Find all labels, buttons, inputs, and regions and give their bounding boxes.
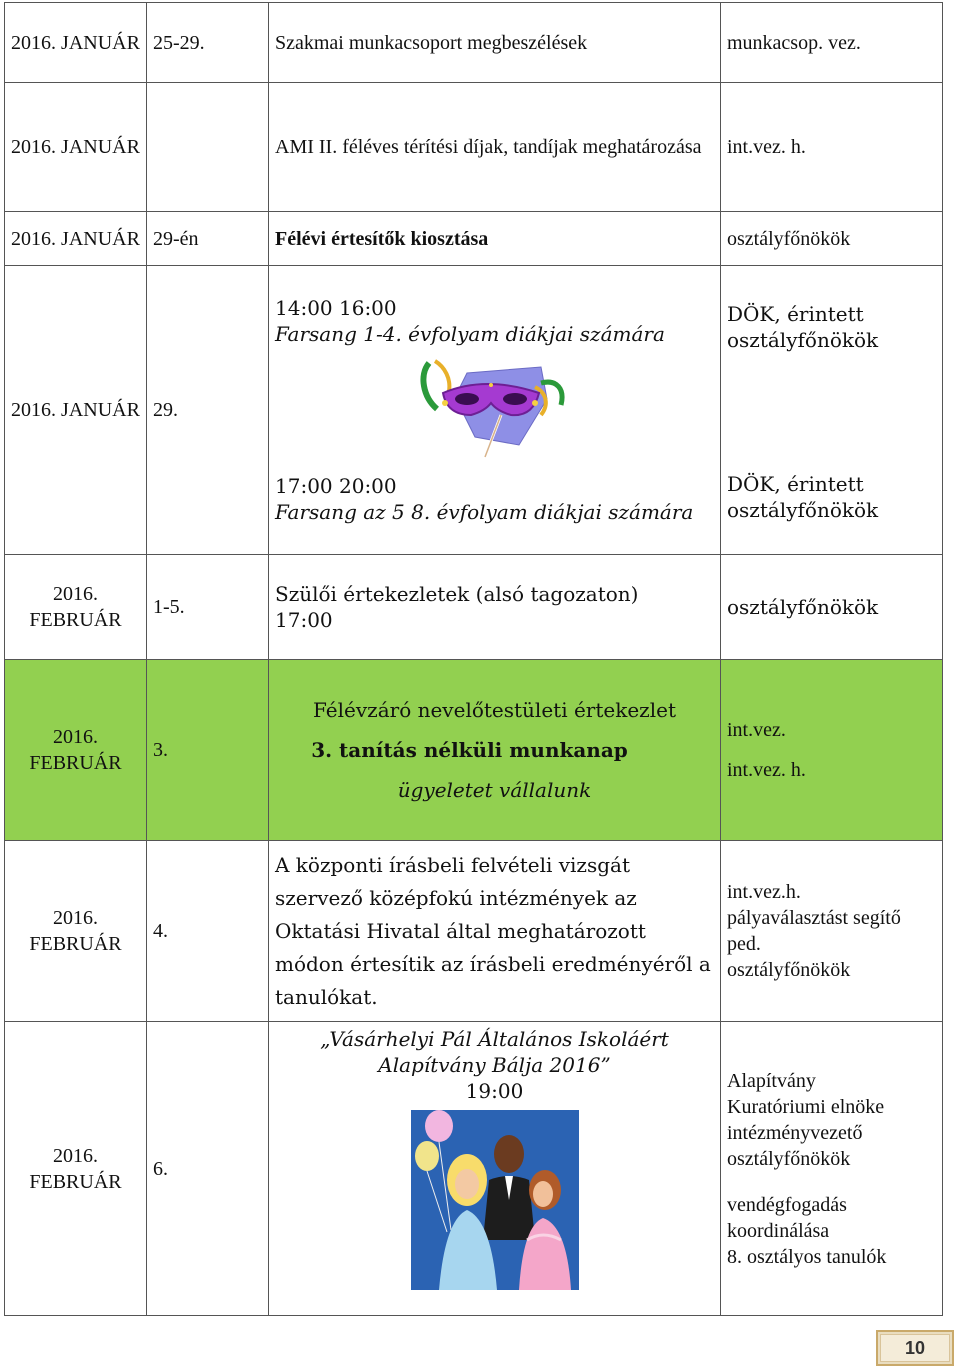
- responsible-cell: munkacsop. vez.: [721, 3, 943, 83]
- responsible-text: DÖK, érintett osztályfőnökök: [727, 302, 879, 352]
- table-row: [5, 266, 943, 555]
- date-cell: 2016. FEBRUÁR: [5, 841, 147, 1022]
- day-cell: 29.: [147, 266, 269, 555]
- event-cell: Félévi értesítők kiosztása: [269, 212, 721, 266]
- day-cell: [147, 83, 269, 212]
- farsang-upper-time: 17:00 20:00: [275, 474, 397, 498]
- table-row: [5, 212, 943, 266]
- responsible-text: pályaválasztást segítő ped.: [727, 907, 901, 955]
- date-cell: 2016. FEBRUÁR: [5, 660, 147, 841]
- event-cell: [269, 266, 721, 555]
- event-title: Szülői értekezletek (alsó tagozaton): [275, 582, 639, 606]
- responsible-text: osztályfőnökök: [727, 959, 851, 981]
- responsible-cell: osztályfőnökök: [721, 212, 943, 266]
- day-cell: 6.: [147, 1022, 269, 1316]
- day-cell: 4.: [147, 841, 269, 1022]
- schedule-table: [4, 2, 943, 1316]
- responsible-cell: [721, 1022, 943, 1316]
- table-row: [5, 3, 943, 83]
- ball-title: „Vásárhelyi Pál Általános Iskoláért Alapítvány Bálja 2016”: [320, 1027, 669, 1077]
- page-number-badge: [876, 1330, 954, 1366]
- responsible-cell: [721, 841, 943, 1022]
- date-cell: 2016. JANUÁR: [5, 266, 147, 555]
- resp-block: [727, 297, 936, 397]
- event-title: Félévzáró nevelőtestületi értekezlet: [313, 698, 676, 722]
- responsible-text: int.vez. h.: [727, 759, 806, 781]
- responsible-cell: [721, 266, 943, 555]
- responsible-text: Alapítvány: [727, 1069, 816, 1092]
- table-row: [5, 1022, 943, 1316]
- day-cell: 3.: [147, 660, 269, 841]
- day-cell: 1-5.: [147, 555, 269, 660]
- responsible-text: int.vez.h.: [727, 881, 801, 903]
- page-number: 10: [880, 1334, 950, 1362]
- event-subtitle: 3. tanítás nélküli munkanap: [311, 738, 628, 762]
- responsible-text: osztályfőnökök: [727, 1147, 851, 1170]
- table-row: [5, 841, 943, 1022]
- farsang-lower-time: 14:00 16:00: [275, 296, 397, 320]
- carnival-mask-icon: [415, 357, 575, 461]
- date-cell: 2016. JANUÁR: [5, 83, 147, 212]
- event-cell: [269, 660, 721, 841]
- event-note: ügyeletet vállalunk: [397, 778, 592, 802]
- table-row: [5, 83, 943, 212]
- day-cell: 25-29.: [147, 3, 269, 83]
- ball-picture: [275, 1104, 714, 1290]
- responsible-text: intézményvezető: [727, 1121, 863, 1144]
- ball-time: 19:00: [465, 1079, 524, 1103]
- responsible-text: DÖK, érintett osztályfőnökök: [727, 472, 879, 522]
- date-cell: 2016. FEBRUÁR: [5, 555, 147, 660]
- farsang-upper-title: Farsang az 5 8. évfolyam diákjai számára: [275, 500, 694, 524]
- day-cell: 29-én: [147, 212, 269, 266]
- farsang-picture: [275, 347, 714, 473]
- date-cell: 2016. FEBRUÁR: [5, 1022, 147, 1316]
- responsible-text: Kuratóriumi elnöke: [727, 1095, 885, 1118]
- farsang-lower-title: Farsang 1-4. évfolyam diákjai számára: [275, 322, 665, 346]
- event-cell: [269, 1022, 721, 1316]
- date-cell: 2016. JANUÁR: [5, 3, 147, 83]
- date-cell: 2016. JANUÁR: [5, 212, 147, 266]
- responsible-cell: osztályfőnökök: [721, 555, 943, 660]
- table-row-highlighted: [5, 660, 943, 841]
- ball-party-illustration: [411, 1110, 579, 1290]
- table-row: [5, 555, 943, 660]
- responsible-text: int.vez.: [727, 719, 786, 741]
- resp-spacer: [727, 1172, 936, 1192]
- resp-spacer: [727, 397, 936, 471]
- responsible-cell: [721, 660, 943, 841]
- event-time: 17:00: [275, 608, 333, 632]
- event-cell: A központi írásbeli felvételi vizsgát szervező középfokú intézmények az Oktatási Hivatal által meghatározott módon értesítik az írásbeli eredményéről a tanulókat.: [269, 841, 721, 1022]
- responsible-text: 8. osztályos tanulók: [727, 1245, 887, 1268]
- event-cell: [269, 555, 721, 660]
- event-cell: AMI II. féléves térítési díjak, tandíjak meghatározása: [269, 83, 721, 212]
- responsible-cell: int.vez. h.: [721, 83, 943, 212]
- responsible-text: vendégfogadás koordinálása: [727, 1193, 847, 1242]
- event-cell: Szakmai munkacsoport megbeszélések: [269, 3, 721, 83]
